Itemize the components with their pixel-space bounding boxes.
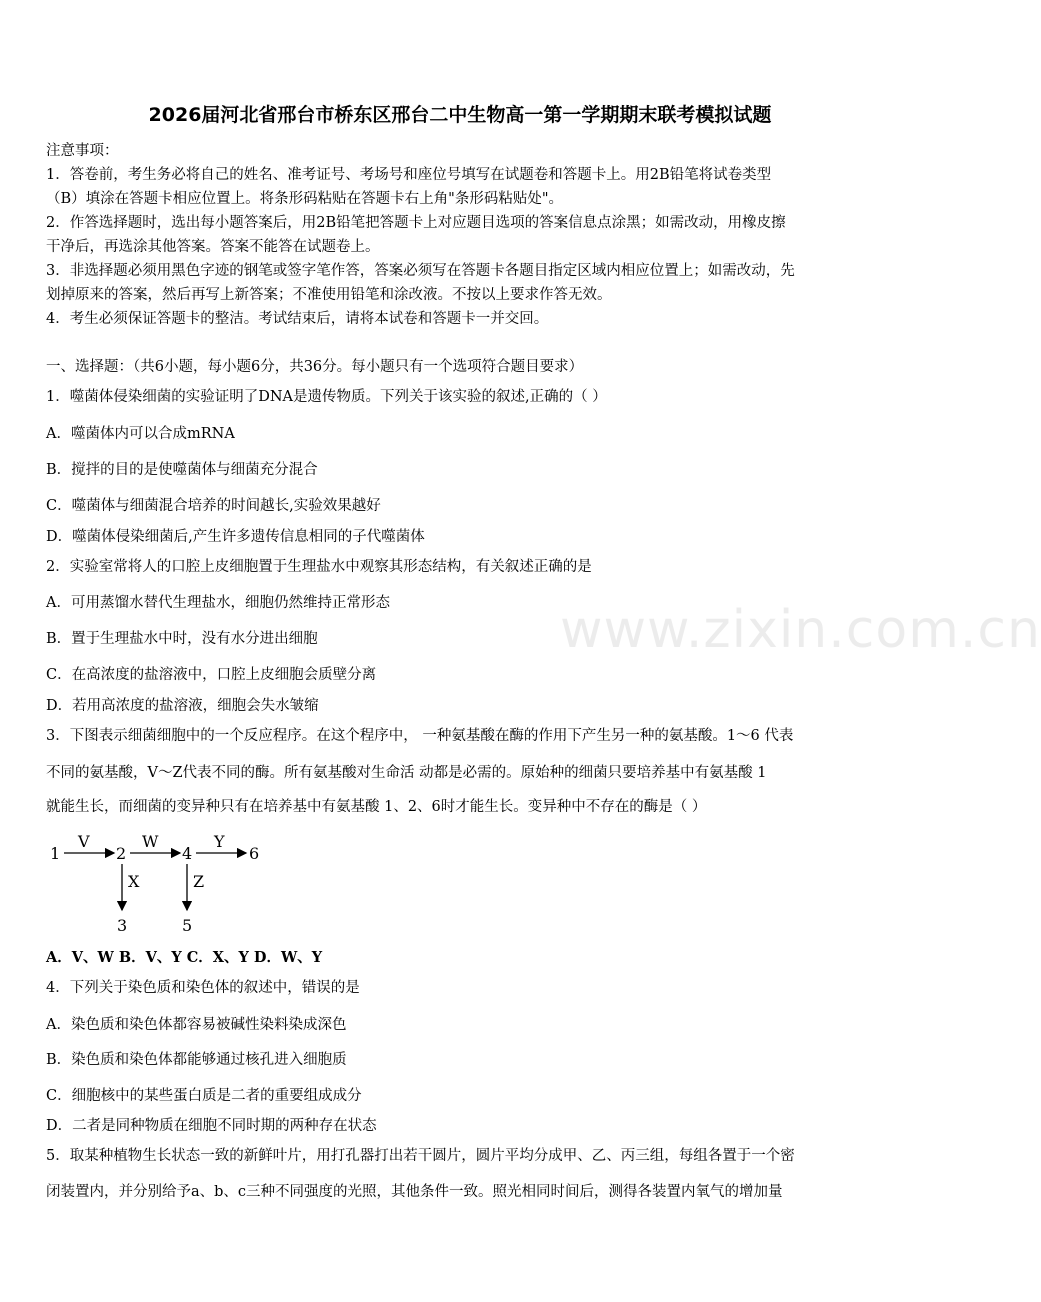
node-2: 2	[116, 844, 127, 863]
question-3-stem-line: 不同的氨基酸，V～Z代表不同的酶。所有氨基酸对生命活 动都是必需的。原始种的细菌只要培养基中有氨基酸 1	[46, 765, 767, 781]
notice-line: （B）填涂在答题卡相应位置上。将条形码粘贴在答题卡右上角"条形码粘贴处"。	[46, 191, 563, 207]
question-3-stem-line: 就能生长，而细菌的变异种只有在培养基中有氨基酸 1、2、6时才能生长。变异种中不存在的酶是（ ）	[46, 799, 707, 815]
page-title: 2026届河北省邢台市桥东区邢台二中生物高一第一学期期末联考模拟试题	[148, 104, 772, 126]
notice-line: 1．答卷前，考生务必将自己的姓名、准考证号、考场号和座位号填写在试题卷和答题卡上。用2B铅笔将试卷类型	[46, 167, 772, 183]
notice-line: 4．考生必须保证答题卡的整洁。考试结束后，请将本试卷和答题卡一并交回。	[46, 311, 549, 327]
node-3: 3	[117, 916, 128, 935]
question-1-option-a: A．噬菌体内可以合成mRNA	[46, 426, 235, 442]
question-5-stem-line: 5．取某种植物生长状态一致的新鲜叶片，用打孔器打出若干圆片，圆片平均分成甲、乙、丙三组，每组各置于一个密	[46, 1148, 795, 1164]
notice-heading: 注意事项：	[46, 143, 119, 159]
question-4-option-c: C．细胞核中的某些蛋白质是二者的重要组成成分	[46, 1088, 362, 1104]
node-6: 6	[249, 844, 260, 863]
question-3-options: A．V、W B．V、Y C．X、Y D．W、Y	[46, 949, 323, 966]
question-2-stem: 2．实验室常将人的口腔上皮细胞置于生理盐水中观察其形态结构，有关叙述正确的是	[46, 559, 592, 575]
question-4-option-a: A．染色质和染色体都容易被碱性染料染成深色	[46, 1017, 347, 1033]
enzyme-x: X	[128, 872, 140, 891]
question-1-option-d: D．噬菌体侵染细菌后,产生许多遗传信息相同的子代噬菌体	[46, 529, 425, 545]
enzyme-v: V	[78, 832, 90, 851]
section-heading: 一、选择题：（共6小题，每小题6分，共36分。每小题只有一个选项符合题目要求）	[46, 359, 584, 375]
notice-line: 划掉原来的答案，然后再写上新答案；不准使用铅笔和涂改液。不按以上要求作答无效。	[46, 287, 612, 303]
notice-line: 3．非选择题必须用黑色字迹的钢笔或签字笔作答，答案必须写在答题卡各题目指定区域内相应位置上；如需改动，先	[46, 263, 795, 279]
enzyme-z: Z	[193, 872, 205, 891]
question-1-stem: 1．噬菌体侵染细菌的实验证明了DNA是遗传物质。下列关于该实验的叙述,正确的（ ）	[46, 389, 607, 405]
notice-line: 干净后，再选涂其他答案。答案不能答在试题卷上。	[46, 239, 380, 255]
node-1: 1	[50, 844, 61, 863]
question-2-option-c: C．在高浓度的盐溶液中，口腔上皮细胞会质壁分离	[46, 667, 377, 683]
question-2-option-d: D．若用高浓度的盐溶液，细胞会失水皱缩	[46, 698, 319, 714]
question-5-stem-line: 闭装置内，并分别给予a、b、c三种不同强度的光照，其他条件一致。照光相同时间后，测得各装置内氧气的增加量	[46, 1184, 783, 1200]
question-1-option-c: C．噬菌体与细菌混合培养的时间越长,实验效果越好	[46, 498, 381, 514]
enzyme-pathway-diagram	[46, 830, 286, 940]
enzyme-y: Y	[214, 832, 225, 851]
node-4: 4	[182, 844, 193, 863]
question-4-option-d: D．二者是同种物质在细胞不同时期的两种存在状态	[46, 1118, 377, 1134]
question-1-option-b: B．搅拌的目的是使噬菌体与细菌充分混合	[46, 462, 318, 478]
enzyme-w: W	[142, 832, 159, 851]
question-4-stem: 4．下列关于染色质和染色体的叙述中，错误的是	[46, 980, 360, 996]
question-2-option-b: B．置于生理盐水中时，没有水分进出细胞	[46, 631, 318, 647]
notice-line: 2．作答选择题时，选出每小题答案后，用2B铅笔把答题卡上对应题目选项的答案信息点涂黑；如需改动，用橡皮擦	[46, 215, 786, 231]
node-5: 5	[182, 916, 193, 935]
question-3-stem-line: 3．下图表示细菌细胞中的一个反应程序。在这个程序中， 一种氨基酸在酶的作用下产生另一种的氨基酸。1～6 代表	[46, 728, 794, 744]
watermark: www.zixin.com.cn	[560, 600, 1041, 660]
question-2-option-a: A．可用蒸馏水替代生理盐水，细胞仍然维持正常形态	[46, 595, 390, 611]
question-4-option-b: B．染色质和染色体都能够通过核孔进入细胞质	[46, 1052, 347, 1068]
